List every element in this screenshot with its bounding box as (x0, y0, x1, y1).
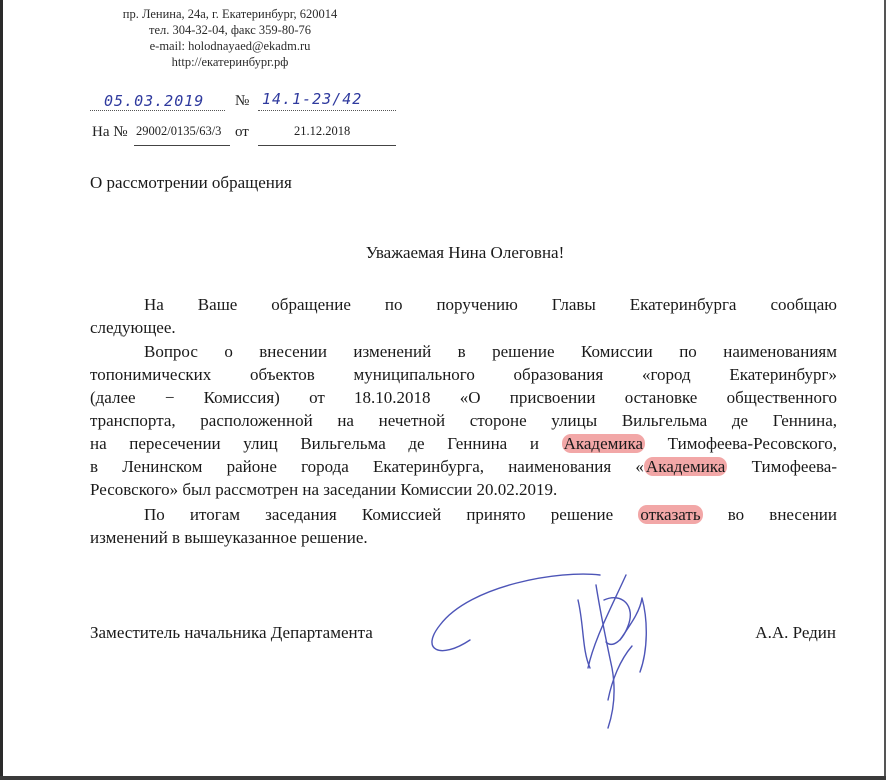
highlight-mark: Академика (645, 457, 726, 476)
body-line: Ресовского» был рассмотрен на заседании Комиссии 20.02.2019. (90, 480, 558, 499)
reg-number-sign: № (235, 93, 250, 109)
body-text: Тимофеева- (751, 457, 837, 476)
body-line: следующее. (90, 318, 176, 337)
body-line: транспорта, расположенной на нечетной стороне улицы Вильгельма де Геннина, (90, 411, 837, 430)
header-phone: тел. 304-32-04, факс 359-80-76 (149, 23, 311, 37)
reply-date: 21.12.2018 (294, 124, 351, 138)
subject-line: О рассмотрении обращения (90, 173, 292, 192)
body-text: Тимофеева-Ресовского, (667, 434, 838, 453)
greeting: Уважаемая Нина Олеговна! (365, 243, 565, 262)
body-line: изменений в вышеуказанное решение. (90, 528, 368, 547)
header-site: http://екатеринбург.рф (171, 55, 289, 69)
reg-number: 14.1-23/42 (262, 90, 363, 108)
body-line: (далее − Комиссия) от 18.10.2018 «О присвоении остановке общественного (90, 388, 837, 407)
body-text: на пересечении улиц Вильгельма де Геннина и (90, 434, 539, 453)
body-text: По итогам заседания Комиссией принято решение (144, 505, 614, 524)
body-text: во внесении (727, 505, 837, 524)
signatory-name: А.А. Редин (755, 623, 836, 642)
reply-label: На № (92, 124, 128, 140)
body-text: в Ленинском районе города Екатеринбурга, наименования « (90, 457, 644, 476)
reg-date: 05.03.2019 (104, 92, 205, 110)
header-address: пр. Ленина, 24а, г. Екатеринбург, 620014 (122, 7, 338, 21)
highlight-mark: Академика (563, 434, 644, 453)
reply-from-label: от (235, 124, 249, 140)
header-email: e-mail: holodnayaed@ekadm.ru (149, 39, 311, 53)
body-line: Вопрос о внесении изменений в решение Комиссии по наименованиям (144, 342, 837, 361)
body-line: На Ваше обращение по поручению Главы Екатеринбурга сообщаю (144, 295, 837, 314)
reply-number: 29002/0135/63/3 (136, 124, 222, 138)
body-line: топонимических объектов муниципального образования «город Екатеринбург» (90, 365, 837, 384)
highlight-mark: отказать (640, 505, 701, 524)
signatory-title: Заместитель начальника Департамента (90, 623, 373, 642)
